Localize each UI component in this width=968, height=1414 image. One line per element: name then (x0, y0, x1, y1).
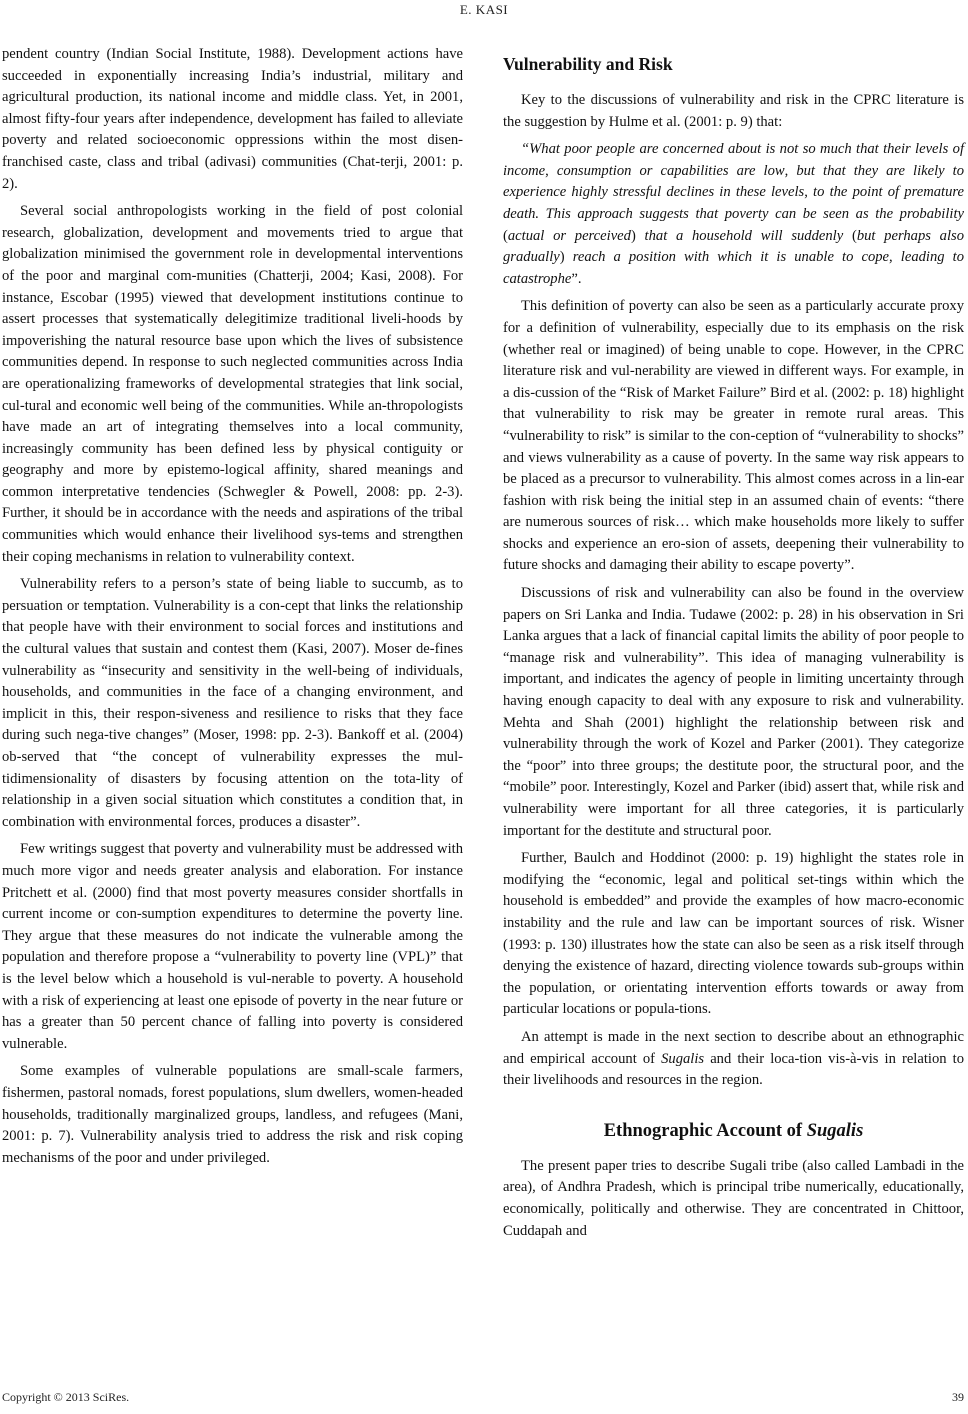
tribe-name-emphasis: Sugalis (661, 1050, 705, 1067)
right-column (503, 44, 964, 1248)
paragraph-text: An attempt is made in the next section to describe about an ethnographic and empirical account of (503, 1028, 964, 1067)
quote-text: leading to catastrophe (503, 249, 964, 287)
quote-punct: , (889, 249, 901, 266)
body-paragraph (503, 1027, 964, 1092)
body-paragraph: Few writings suggest that poverty and vulnerability must be addressed with much more vigor and needs greater analysis and elaboration. For instance Pritchett et al. (2000) find that most poverty measures consider shortfalls in current income or con-sumption expenditures to determine the poverty line. They argue that these measures do not indicate the vulnerable among the population and therefore propose a “vulnerability to poverty line (VPL)” that is the level below which a household is vul-nerable to poverty. A household with a risk of experiencing at least one episode of poverty in the near future or has a greater than 50 percent chance of falling into poverty is considered vulnerable. (2, 841, 463, 1052)
body-paragraph: Discussions of risk and vulnerability can also be found in the overview papers on Sri Lanka and India. Tudawe (2002: p. 28) in his observation in Sri Lanka argues that a lack of financial capital limits the ability of poor people to “manage risk and vulnerability”. This idea of managing vulnerability is important, and indicates the agency of people in limiting uncertainty through having enough capacity to deal with any exposure to risk and vulnerability. Mehta and Shah (2001) highlight the relationship between risk and vulnerability through the work of Kozel and Parker (2001). They categorize the “poor” into three groups; the destitute poor, the structural poor, and the “mobile” poor. Interestingly, Kozel and Parker (ibid) assert that, while risk and vulnerability were important for all three categories, it is particularly important for the destitute and structural poor. (503, 585, 964, 839)
quote-text: to the point of premature death. This approach suggests that poverty can be seen as the probability (503, 184, 965, 222)
body-paragraph: Key to the discussions of vulnerability and risk in the CPRC literature is the suggestion by Hulme et al. (2001: p. 9) that: (503, 92, 964, 130)
quote-text: consumption or capabilities are low (556, 162, 785, 179)
quote-text: that a household will suddenly (644, 227, 852, 244)
quote-punct: ( (503, 227, 508, 244)
running-header: E. KASI (459, 2, 509, 17)
heading-emphasis: Sugalis (806, 1120, 864, 1141)
quote-punct: ) (630, 227, 645, 244)
section-heading-ethnographic-account (503, 1118, 964, 1144)
quote-text: reach a position with which it is unable to cope (572, 249, 890, 266)
copyright-footer: Copyright © 2013 SciRes. (2, 1390, 130, 1404)
quote-punct: ( (851, 227, 857, 244)
body-paragraph: Further, Baulch and Hoddinot (2000: p. 19) highlight the states role in modifying the “economic, legal and political set-tings within which the household is embedded” and provide the examples of how macro-economic instability and the rule and law can be important sources of risk. Wisner (1993: p. 130) illustrates how the state can also be seen as a risk itself through denying the existence of hazard, directing violence towards sub-groups within the population, or orientating intervention efforts towards or away from particular locations or popula-tions. (503, 850, 964, 1018)
body-paragraph: Vulnerability refers to a person’s state of being liable to succumb, as to persuation or temptation. Vulnerability is a con-cept that links the relationship that people have with their environment to social forces and institutions and the cultural values that sustain and contest them (Kasi, 2007). Moser de-fines vulnerability as “insecurity and sensitivity in the well-being of individuals, households, and communities in the face of a changing environment, and implicit in this, their respon-siveness and resilience to risks that they face during such nega-tive changes” (Moser, 1998: pp. 2-3). Bankoff et al. (2004) ob-served that “the concept of vulnerability expresses the mul-tidimensionality of disasters by focusing attention on the tota-lity of relationship in a given social situation which constitutes a condition that, in combination with environmental forces, produces a disaster”. (2, 576, 463, 830)
quote-punct: ) (559, 249, 573, 266)
body-paragraph: The present paper tries to describe Sugali tribe (also called Lambadi in the area), of Andhra Pradesh, which is principal tribe numerically, educationally, economically, politically and otherwise. They are concentrated in Chittoor, Cuddapah and (503, 1157, 964, 1239)
quote-text: but perhaps also gradually (503, 227, 964, 266)
block-quote (503, 139, 964, 290)
quote-text: actual or perceived (507, 227, 631, 244)
quote-text: but that they are likely to experience highly stressful declines in these levels (503, 162, 965, 201)
quote-punct: ”. (571, 270, 582, 287)
page-number: 39 (952, 1390, 964, 1404)
body-paragraph: Several social anthropologists working in the field of post colonial research, globalization, development and movements tried to argue that globalization minimised the government role in developmental interventions of the poor and marginal com-munities (Chatterji, 2004; Kasi, 2008). For instance, Escobar (1995) viewed that development institutions continue to assert processes that systematically delegitimize traditional liveli-hoods by impoverishing the natural resource base upon which the lives of subsistence communities depend. In response to such neglected communities across India are operationalizing frameworks of developmental strategies that link social, cul-tural and economic well being of the communities. While an-thropologists have made an art of integrating themselves into a local community, increasingly community has been defined less by physical contiguity or geography and more by epistemo-logical affinity, shared meanings and common interpretative tendencies (Schwegler & Powell, 2008: pp. 2-3). Further, it should be in accordance with the needs and aspirations of the tribal communities which would enhance their livelihood sys-tems and strengthen their coping mechanisms in relation to vulnerability context. (2, 203, 463, 565)
body-paragraph: Some examples of vulnerable populations are small-scale farmers, fishermen, pastoral nomads, forest populations, slum dwellers, women-headed households, traditionally marginalized groups, landless, and refugees (Mani, 2001: p. 7). Vulnerability analysis tried to address the risk and risk coping mechanisms of the poor and under privileged. (2, 1063, 463, 1166)
quote-punct: , (804, 184, 814, 201)
heading-text: Ethnographic Account of (603, 1120, 807, 1141)
quote-punct: , (784, 162, 797, 179)
paragraph-text: and their loca-tion vis-à-vis in relation to their livelihoods and resources in the region. (503, 1050, 964, 1089)
body-paragraph: This definition of poverty can also be seen as a particularly accurate proxy for a definition of vulnerability, especially due to its emphasis on the risk (whether real or imagined) of being unable to cope. However, in the CPRC literature risk and vul-nerability are viewed in different ways. For example, in a dis-cussion of the “Risk of Market Failure” Bird et al. (2002: p. 18) highlight that vulnerability to risk may be greater in remote rural areas. This “vulnerability to risk” is similar to the con-ception of “vulnerability to shocks” and views vulnerability as a cause of poverty. In the same way risk appears to be placed as a precursor to vulnerability. This almost comes across in a lin-ear fashion with risk being the initial step in an assumed chain of events: “there are numerous sources of risk… which make households more likely to suffer shocks and experience an ero-sion of assets, deepening their vulnerability to future shocks and damaging their ability to escape poverty”. (503, 298, 964, 574)
section-heading-vulnerability-risk: Vulnerability and Risk (503, 54, 673, 74)
quote-punct: , (545, 162, 557, 179)
quote-text: “What poor people are concerned about is not so much that their levels of income (503, 141, 964, 179)
body-paragraph: pendent country (Indian Social Institute, 1988). Development actions have succeeded in exponentially increasing India’s industrial, military and agricultural production, its national income and middle class. Yet, in 2001, almost fifty-four years after independence, development has failed to alleviate poverty and related socioeconomic oppressions within the most disen-franchised caste, class and tribal (adivasi) communities (Chat-terji, 2001: p. 2). (2, 46, 463, 192)
left-column (2, 44, 463, 1175)
